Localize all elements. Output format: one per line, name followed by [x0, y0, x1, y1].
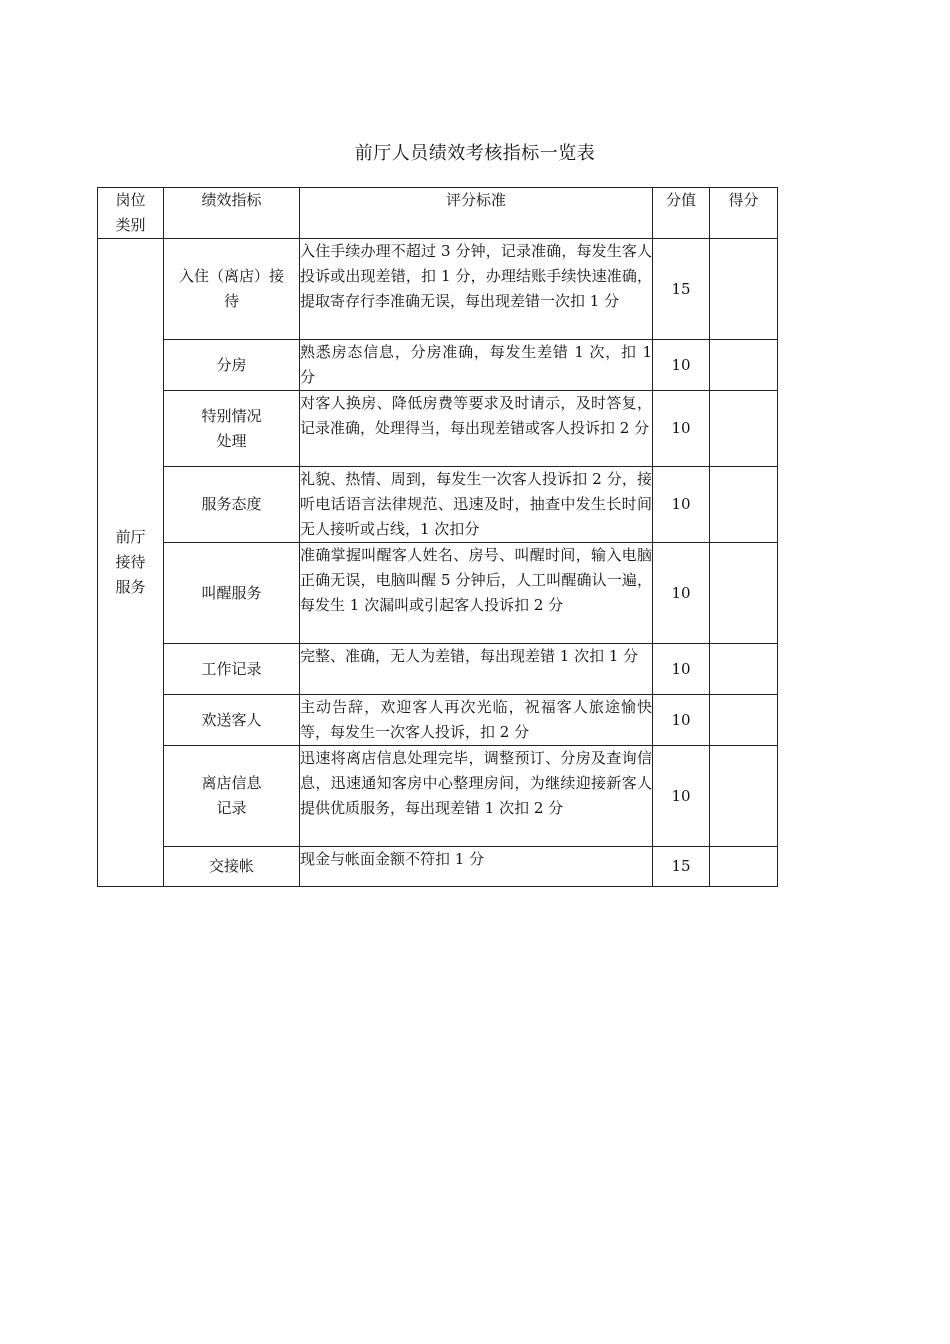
header-score: 分值 — [653, 188, 710, 239]
criteria-cell: 主动告辞，欢迎客人再次光临，祝福客人旅途愉快等，每发生一次客人投诉，扣 2 分 — [300, 695, 653, 746]
indicator-line1: 特别情况 — [201, 406, 262, 425]
indicator-cell — [164, 543, 300, 644]
criteria-cell: 礼貌、热情、周到，每发生一次客人投诉扣 2 分，接听电话语言法律规范、迅速及时，抽查中发生长时间无人接听或占线，1 次扣分 — [300, 467, 653, 543]
table-row — [98, 239, 778, 340]
category-cell — [98, 239, 164, 887]
score-cell: 10 — [653, 644, 710, 695]
indicator-cell — [164, 847, 300, 887]
indicator-line2: 记录 — [216, 799, 247, 817]
indicator-cell — [164, 467, 300, 543]
category-line2: 接待 — [115, 553, 146, 571]
table-row — [98, 340, 778, 391]
criteria-cell: 迅速将离店信息处理完毕，调整预订、分房及查询信息，迅速通知客房中心整理房间，为继续迎接新客人提供优质服务，每出现差错 1 次扣 2 分 — [300, 746, 653, 847]
obtained-cell — [710, 543, 778, 644]
header-criteria: 评分标准 — [300, 188, 653, 239]
criteria-cell: 准确掌握叫醒客人姓名、房号、叫醒时间，输入电脑正确无误，电脑叫醒 5 分钟后，人工叫醒确认一遍，每发生 1 次漏叫或引起客人投诉扣 2 分 — [300, 543, 653, 644]
indicator-line1: 交接帐 — [208, 857, 254, 875]
criteria-cell: 入住手续办理不超过 3 分钟，记录准确，每发生客人投诉或出现差错，扣 1 分，办理结账手续快速准确，提取寄存行李准确无误，每出现差错一次扣 1 分 — [300, 239, 653, 340]
table-row — [98, 695, 778, 746]
criteria-cell: 对客人换房、降低房费等要求及时请示，及时答复，记录准确，处理得当，每出现差错或客人投诉扣 2 分 — [300, 391, 653, 467]
obtained-cell — [710, 746, 778, 847]
indicator-line1: 离店信息 — [201, 774, 262, 792]
criteria-cell: 现金与帐面金额不符扣 1 分 — [300, 847, 653, 887]
obtained-cell — [710, 847, 778, 887]
obtained-cell — [710, 391, 778, 467]
indicator-line1: 工作记录 — [201, 659, 262, 678]
indicator-line2: 处理 — [216, 431, 247, 450]
table-row — [98, 391, 778, 467]
table-row — [98, 467, 778, 543]
category-line3: 服务 — [115, 578, 146, 596]
obtained-cell — [710, 644, 778, 695]
header-category-line1: 岗位 — [115, 191, 146, 209]
page-title: 前厅人员绩效考核指标一览表 — [354, 143, 596, 164]
indicator-cell — [164, 644, 300, 695]
obtained-cell — [710, 467, 778, 543]
indicator-cell — [164, 695, 300, 746]
table-row — [98, 746, 778, 847]
indicator-cell — [164, 391, 300, 467]
indicator-cell — [164, 746, 300, 847]
score-cell: 10 — [653, 340, 710, 391]
criteria-cell: 完整、准确，无人为差错，每出现差错 1 次扣 1 分 — [300, 644, 653, 695]
kpi-table — [97, 187, 778, 887]
indicator-line1: 服务态度 — [201, 495, 262, 513]
score-cell: 15 — [653, 847, 710, 887]
score-cell: 15 — [653, 239, 710, 340]
table-row — [98, 847, 778, 887]
header-category-line2: 类别 — [115, 216, 146, 234]
indicator-line2: 待 — [223, 292, 239, 310]
indicator-line1: 欢送客人 — [201, 710, 262, 729]
indicator-line1: 分房 — [216, 355, 247, 374]
header-row — [98, 188, 778, 239]
category-line1: 前厅 — [115, 528, 146, 546]
obtained-cell — [710, 340, 778, 391]
header-category — [98, 188, 164, 239]
indicator-cell — [164, 340, 300, 391]
indicator-cell — [164, 239, 300, 340]
header-obtained: 得分 — [710, 188, 778, 239]
score-cell: 10 — [653, 467, 710, 543]
score-cell: 10 — [653, 543, 710, 644]
score-cell: 10 — [653, 695, 710, 746]
criteria-cell: 熟悉房态信息，分房准确，每发生差错 1 次，扣 1 分 — [300, 340, 653, 391]
indicator-line1: 入住（离店）接 — [178, 267, 284, 285]
table-row — [98, 543, 778, 644]
obtained-cell — [710, 695, 778, 746]
obtained-cell — [710, 239, 778, 340]
indicator-line1: 叫醒服务 — [201, 583, 262, 602]
score-cell: 10 — [653, 391, 710, 467]
header-indicator: 绩效指标 — [164, 188, 300, 239]
table-row — [98, 644, 778, 695]
score-cell: 10 — [653, 746, 710, 847]
